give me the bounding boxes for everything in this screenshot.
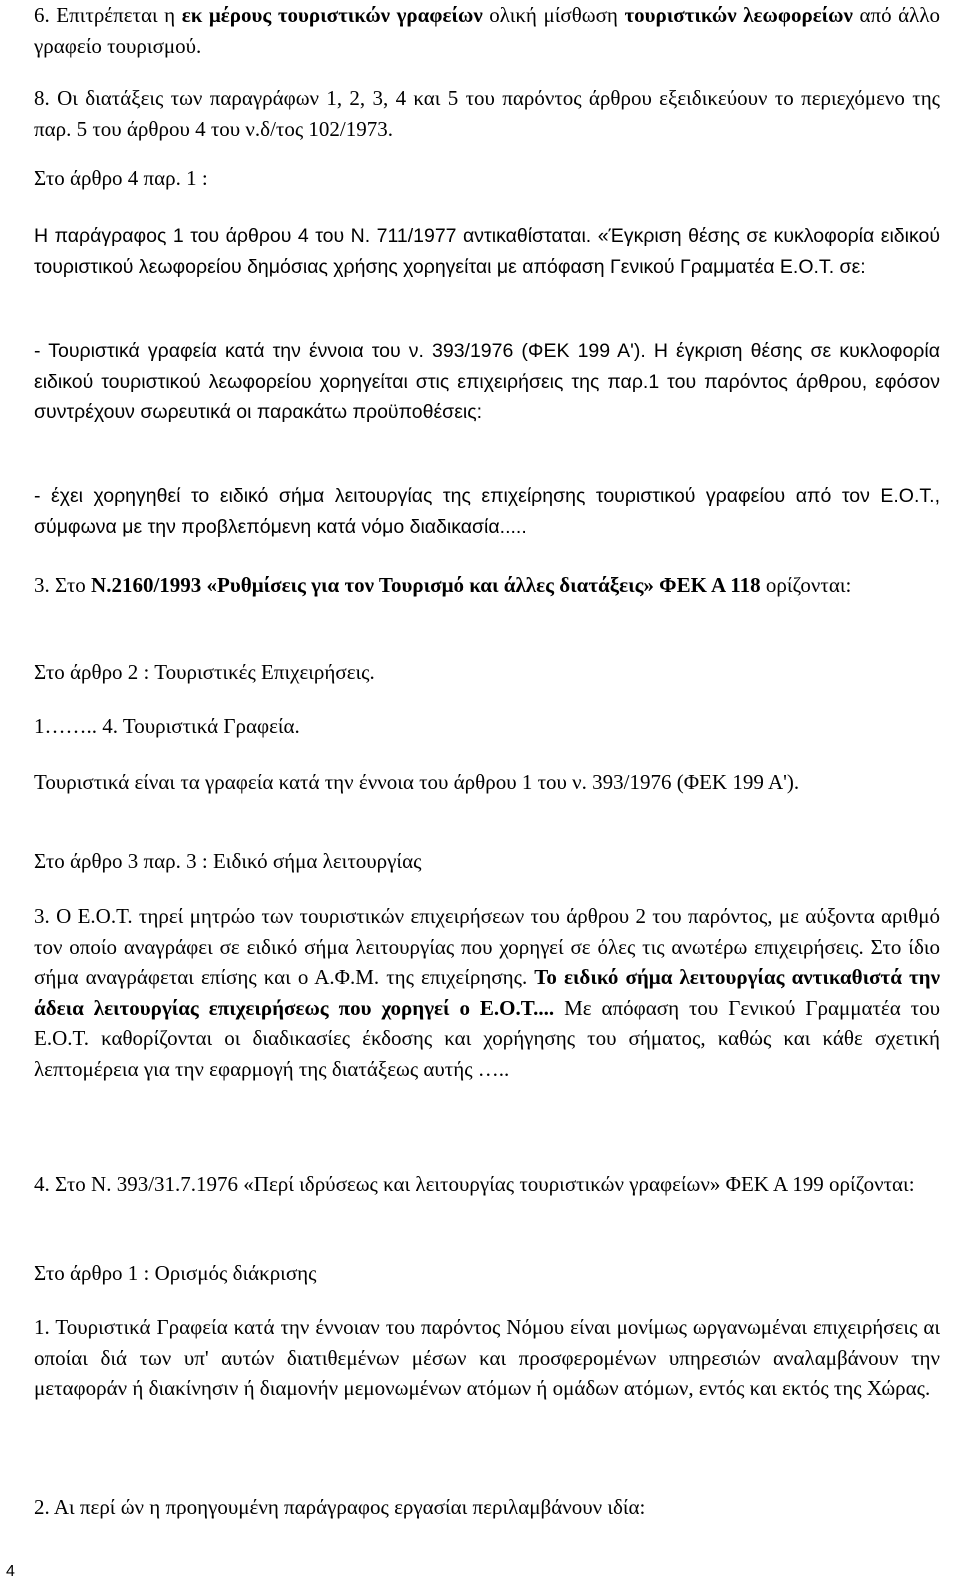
law-393-paragraph [34, 1169, 940, 1200]
dash-item-tourist-offices [34, 336, 940, 428]
paragraph-8 [34, 83, 940, 144]
bold-text-segment: εκ μέρους τουριστικών γραφείων [181, 3, 483, 27]
article-2-heading [34, 657, 940, 688]
text-segment: 4. Στο Ν. 393/31.7.1976 «Περί ιδρύσεως και λειτουργίας τουριστικών γραφείων» ΦΕΚ Α 199 ορίζονται: [34, 1172, 915, 1196]
law-2160-paragraph [34, 570, 940, 601]
text-segment: από άλλο γραφείο τουρισμού. [34, 3, 940, 58]
text-segment: ολική μίσθωση [482, 3, 625, 27]
bold-text-segment: Ν.2160/1993 «Ρυθμίσεις για τον Τουρισμό και άλλες διατάξεις» ΦΕΚ Α 118 [91, 573, 761, 597]
article-4-heading [34, 163, 940, 194]
text-segment: Με απόφαση του Γενικού Γραμματέα του Ε.Ο.Τ. καθορίζονται οι διαδικασίες έκδοσης και χορήγησης του σήματος, καθώς και κάθε σχετική λεπτομέρεια για την εφαρμογή της διατάξεως αυτής ….. [34, 995, 940, 1081]
article-1-heading [34, 1258, 940, 1289]
text-segment: Στο άρθρο 2 : Τουριστικές Επιχειρήσεις. [34, 660, 375, 684]
text-segment: 8. Οι διατάξεις των παραγράφων 1, 2, 3, 4 και 5 του παρόντος άρθρου εξειδικεύουν το περιεχόμενο της παρ. 5 του άρθρου 4 του ν.δ/τος 102/1973. [34, 86, 940, 141]
item-1-4-heading [34, 711, 940, 742]
eot-registry-paragraph [34, 901, 940, 1084]
text-segment: ορίζονται: [760, 573, 852, 597]
tourist-offices-definition [34, 767, 940, 798]
definition-paragraph-1 [34, 1312, 940, 1404]
paragraph-1-replacement [34, 221, 940, 282]
text-segment: 1. Τουριστικά Γραφεία κατά την έννοιαν του παρόντος Νόμου είναι μονίμως ωργανωμέναι επιχειρήσεις αι οποίαι διά των υπ' αυτών διατιθεμένων μέσων και προσφερομένων υπηρεσιών αναλαμβάνουν την μεταφοράν ή διακίνησιν ή διαμονήν μεμονωμένων ατόμων ή ομάδων ατόμων, εντός και εκτός της Χώρας. [34, 1315, 940, 1400]
text-segment: Τουριστικά είναι τα γραφεία κατά την έννοια του άρθρου 1 του ν. 393/1976 (ΦΕΚ 199 Α'). [34, 770, 800, 794]
text-segment: 3. Στο [34, 573, 92, 597]
bold-text-segment: τουριστικών λεωφορείων [624, 3, 853, 27]
text-segment: 1…….. 4. Τουριστικά Γραφεία. [34, 714, 300, 738]
text-segment: Η παράγραφος 1 του άρθρου 4 του Ν. 711/1977 αντικαθίσταται. «Έγκριση θέσης σε κυκλοφορία ειδικού τουριστικού λεωφορείου δημόσιας χρήσης χορηγείται με απόφαση Γενικού Γραμματέα Ε.Ο.Τ. σε: [34, 225, 940, 278]
text-segment: 6. Επιτρέπεται η [34, 3, 182, 27]
text-segment: 2. Αι περί ών η προηγουμένη παράγραφος εργασίαι περιλαμβάνουν ιδία: [34, 1495, 646, 1519]
dash-item-special-license [34, 481, 940, 542]
text-segment: - Τουριστικά γραφεία κατά την έννοια του ν. 393/1976 (ΦΕΚ 199 Α'). Η έγκριση θέσης σε κυκλοφορία ειδικού τουριστικού λεωφορείου χορηγείται στις επιχειρήσεις της παρ.1 του παρόντος άρθρου, εφόσον συντρέχουν σωρευτικά οι παρακάτω προϋποθέσεις: [34, 340, 940, 423]
paragraph-6 [34, 0, 940, 61]
text-segment: - έχει χορηγηθεί το ειδικό σήμα λειτουργίας της επιχείρησης τουριστικού γραφείου από τον Ε.Ο.Τ., σύμφωνα με την προβλεπόμενη κατά νόμο διαδικασία..... [34, 485, 940, 538]
definition-paragraph-2 [34, 1492, 940, 1523]
text-segment: Στο άρθρο 1 : Ορισμός διάκρισης [34, 1261, 317, 1285]
text-segment: 3. Ο Ε.Ο.Τ. τηρεί μητρώο των τουριστικών επιχειρήσεων του άρθρου 2 του παρόντος, με αύξοντα αριθμό τον οποίο αναγράφει σε ειδικό σήμα λειτουργίας που χορηγεί σε όλες τις ανωτέρω επιχειρήσεις. Στο ίδιο σήμα αναγράφεται επίσης και ο Α.Φ.Μ. της επιχείρησης. [34, 904, 940, 989]
page-number: 4 [6, 1563, 15, 1580]
article-3-heading [34, 846, 940, 877]
text-segment: Στο άρθρο 3 παρ. 3 : Ειδικό σήμα λειτουργίας [34, 849, 422, 873]
bold-text-segment: Το ειδικό σήμα λειτουργίας αντικαθιστά την άδεια λειτουργίας επιχειρήσεως που χορηγεί ο Ε.Ο.Τ.... [34, 965, 940, 1020]
text-segment: Στο άρθρο 4 παρ. 1 : [34, 166, 208, 190]
